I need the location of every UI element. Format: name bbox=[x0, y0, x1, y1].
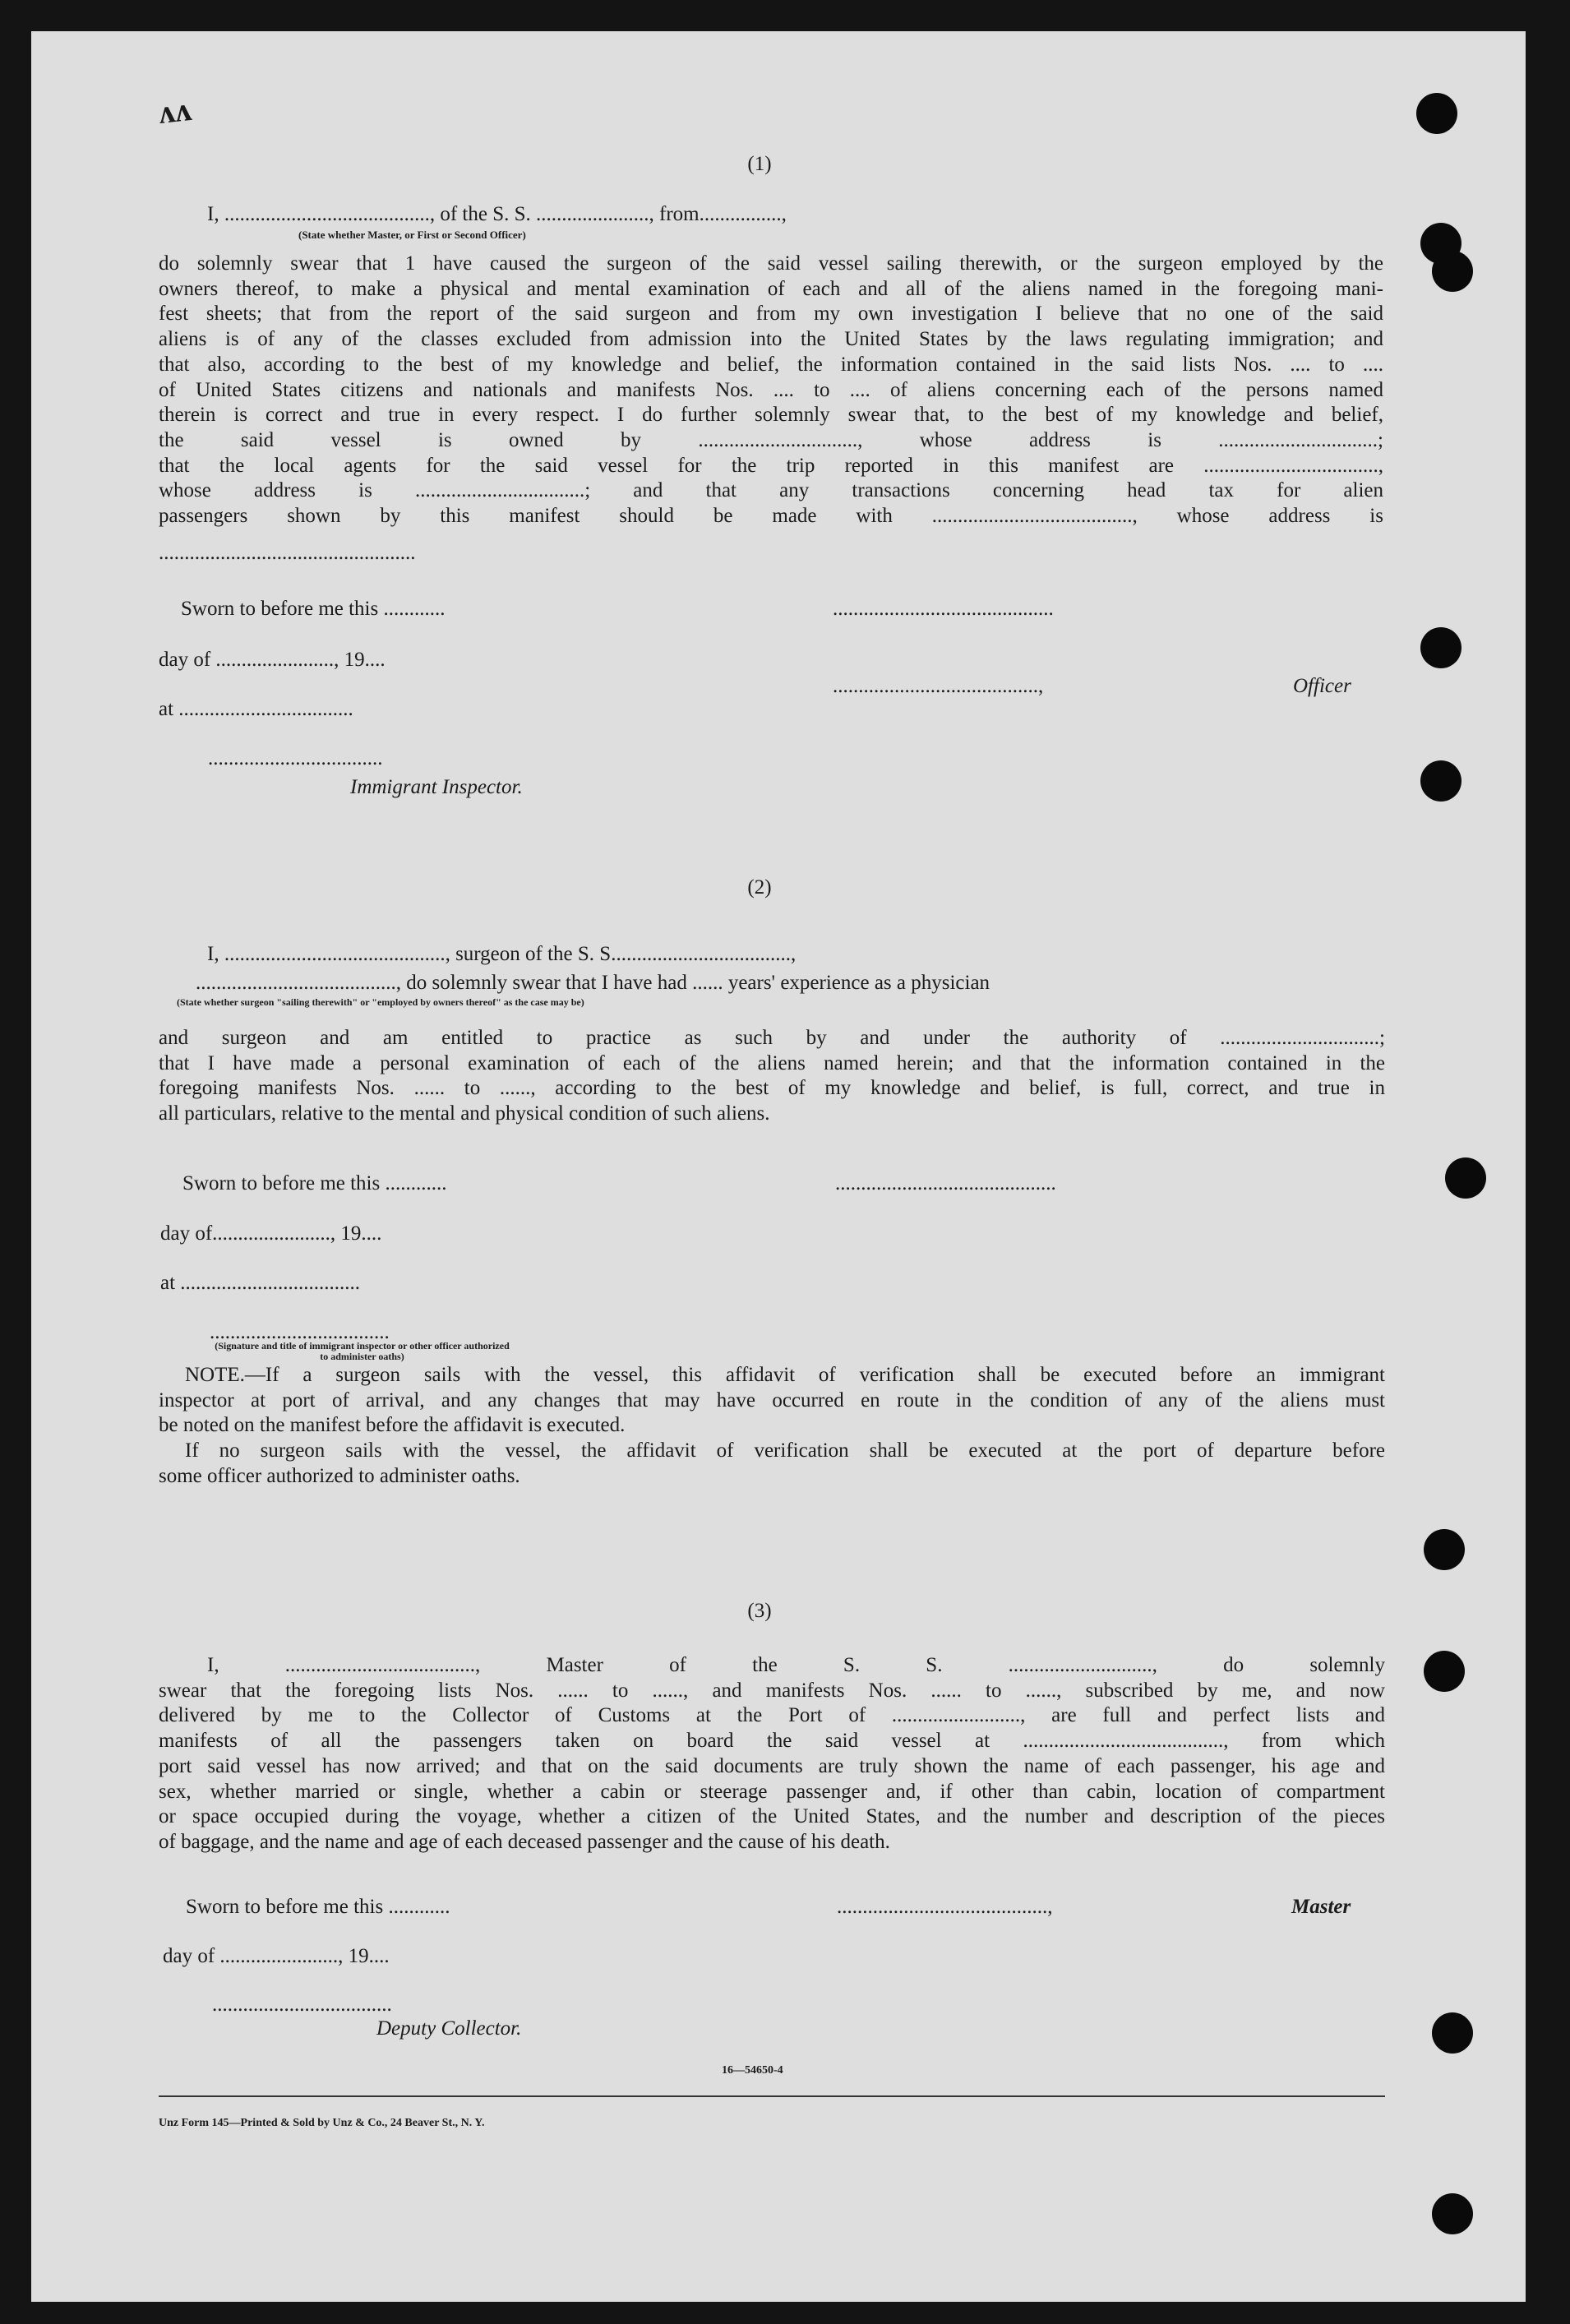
oath-line: of United States citizens and nationals and manifests Nos. .... to .... of aliens concerning each of the persons named bbox=[159, 378, 1383, 401]
oath-line: fest sheets; that from the report of the said surgeon and from my own investigation I believe that no one of the said bbox=[159, 303, 1383, 326]
punch-hole bbox=[1424, 1529, 1465, 1570]
oath-line: therein is correct and true in every respect. I do further solemnly swear that, to the best of my knowledge and belief, bbox=[159, 404, 1383, 427]
form-code: 16—54650-4 bbox=[722, 2064, 783, 2077]
punch-hole bbox=[1432, 2012, 1473, 2054]
section-1-officer-dots: ........................................, bbox=[833, 675, 1044, 697]
section-1-right-dots: ........................................... bbox=[833, 598, 1054, 620]
section-1-number: (1) bbox=[747, 153, 772, 175]
oath-line: do solemnly swear that 1 have caused the surgeon of the said vessel sailing therewith, or the surgeon employed by the bbox=[159, 252, 1383, 275]
section-2-sig-note: (Signature and title of immigrant inspector or other officer authorized to administer oaths) bbox=[215, 1340, 510, 1362]
section-2-sworn: Sworn to before me this ............ bbox=[182, 1172, 447, 1194]
punch-hole bbox=[1445, 1157, 1486, 1199]
section-1-sworn: Sworn to before me this ............ bbox=[181, 598, 446, 620]
oath-line: owners thereof, to make a physical and mental examination of each and all of the aliens named in the foregoing mani- bbox=[159, 277, 1383, 300]
section-3-master-dots: ........................................., bbox=[837, 1896, 1053, 1918]
section-1-oath bbox=[159, 252, 1383, 529]
printer-credit: Unz Form 145—Printed & Sold by Unz & Co., 24 Beaver St., N. Y. bbox=[159, 2117, 485, 2129]
section-2-sig-dots: ................................... bbox=[210, 1321, 390, 1343]
section-2-at: at ................................... bbox=[160, 1272, 361, 1294]
oath-line: all particulars, relative to the mental and physical condition of such aliens. bbox=[159, 1102, 770, 1125]
punch-hole bbox=[1432, 2193, 1473, 2234]
oath-line: passengers shown by this manifest should be made with ......................................., whose address is bbox=[159, 505, 1383, 528]
section-2-note bbox=[159, 1363, 1385, 1490]
section-2-surgeon-note: (State whether surgeon "sailing therewith" or "employed by owners thereof" as the case may be) bbox=[177, 996, 584, 1008]
oath-line: I, ....................................., Master of the S. S. ............................, do solemnly bbox=[207, 1654, 1385, 1676]
section-3-oath bbox=[159, 1653, 1385, 1855]
note-line: some officer authorized to administer oaths. bbox=[159, 1464, 520, 1487]
oath-line: aliens is of any of the classes excluded from admission into the United States by the laws regulating immigration; and bbox=[159, 328, 1383, 351]
manifest-page bbox=[31, 31, 1526, 2302]
punch-hole bbox=[1424, 1651, 1465, 1692]
section-1-at: at .................................. bbox=[159, 698, 353, 720]
section-1-sig-dots: .................................. bbox=[208, 747, 383, 769]
section-1-signer: Immigrant Inspector. bbox=[350, 776, 523, 798]
note-line: be noted on the manifest before the affidavit is executed. bbox=[159, 1414, 626, 1437]
oath-line: the said vessel is owned by ..............................., whose address is ...............................; bbox=[159, 428, 1383, 451]
section-1-address-dots: .................................................. bbox=[159, 542, 416, 564]
section-3-sig-dots: ................................... bbox=[212, 1994, 392, 2016]
note-line: NOTE.—If a surgeon sails with the vessel, this affidavit of verification shall be executed before an immigrant bbox=[185, 1364, 1385, 1386]
oath-line: port said vessel has now arrived; and that on the said documents are truly shown the name of each passenger, his age and bbox=[159, 1754, 1385, 1777]
section-2-day: day of......................., 19.... bbox=[160, 1222, 382, 1245]
section-1-officer-label: Officer bbox=[1293, 675, 1351, 697]
section-3-sworn: Sworn to before me this ............ bbox=[186, 1896, 450, 1918]
note-line: If no surgeon sails with the vessel, the affidavit of verification shall be executed at the port of departure before bbox=[185, 1439, 1385, 1462]
page-mark: ʌʌ bbox=[156, 90, 194, 131]
section-3-number: (3) bbox=[747, 1600, 772, 1622]
punch-hole bbox=[1432, 251, 1473, 292]
footer-divider bbox=[159, 2095, 1385, 2097]
section-1-day: day of ......................., 19.... bbox=[159, 649, 386, 671]
oath-line: delivered by me to the Collector of Customs at the Port of ........................., are full and perfect lists and bbox=[159, 1704, 1385, 1727]
punch-hole bbox=[1420, 760, 1461, 802]
punch-hole bbox=[1416, 93, 1457, 134]
section-2-right-dots: ........................................... bbox=[835, 1172, 1056, 1194]
section-3-day: day of ......................., 19.... bbox=[163, 1945, 390, 1967]
section-2-oath bbox=[159, 1026, 1385, 1127]
section-1-officer-note: (State whether Master, or First or Second Officer) bbox=[298, 229, 526, 241]
oath-line: of baggage, and the name and age of each deceased passenger and the cause of his death. bbox=[159, 1830, 890, 1853]
oath-line: swear that the foregoing lists Nos. ...... to ......, and manifests Nos. ...... to ......, subscribed by me, and now bbox=[159, 1679, 1385, 1702]
oath-line: that the local agents for the said vessel for the trip reported in this manifest are .................................., bbox=[159, 454, 1383, 477]
section-2-opening-line: I, ..........................................., surgeon of the S. S..................................., bbox=[207, 943, 797, 965]
section-1-opening-line: I, ........................................, of the S. S. ......................, from................, bbox=[207, 203, 787, 225]
oath-line: and surgeon and am entitled to practice as such by and under the authority of ...............................; bbox=[159, 1027, 1385, 1049]
section-2-second-line: ......................................., do solemnly swear that I have had ...... years' experience as a physician bbox=[196, 972, 990, 994]
oath-line: that I have made a personal examination of each of the aliens named herein; and that the information contained in the bbox=[159, 1051, 1385, 1074]
section-3-signer: Deputy Collector. bbox=[376, 2017, 522, 2040]
oath-line: or space occupied during the voyage, whether a citizen of the United States, and the number and description of the pieces bbox=[159, 1805, 1385, 1828]
oath-line: manifests of all the passengers taken on board the said vessel at ......................................., from which bbox=[159, 1730, 1385, 1753]
punch-hole bbox=[1420, 627, 1461, 668]
oath-line: foregoing manifests Nos. ...... to ......, according to the best of my knowledge and belief, is full, correct, and true in bbox=[159, 1077, 1385, 1100]
section-2-number: (2) bbox=[747, 876, 772, 899]
note-line: inspector at port of arrival, and any changes that may have occurred en route in the condition of any of the aliens must bbox=[159, 1388, 1385, 1411]
oath-line: that also, according to the best of my knowledge and belief, the information contained in the said lists Nos. .... to .... bbox=[159, 353, 1383, 376]
oath-line: sex, whether married or single, whether a cabin or steerage passenger and, if other than cabin, location of compartment bbox=[159, 1780, 1385, 1803]
section-3-master-label: Master bbox=[1291, 1896, 1351, 1918]
oath-line: whose address is .................................; and that any transactions concerning head tax for alien bbox=[159, 479, 1383, 502]
